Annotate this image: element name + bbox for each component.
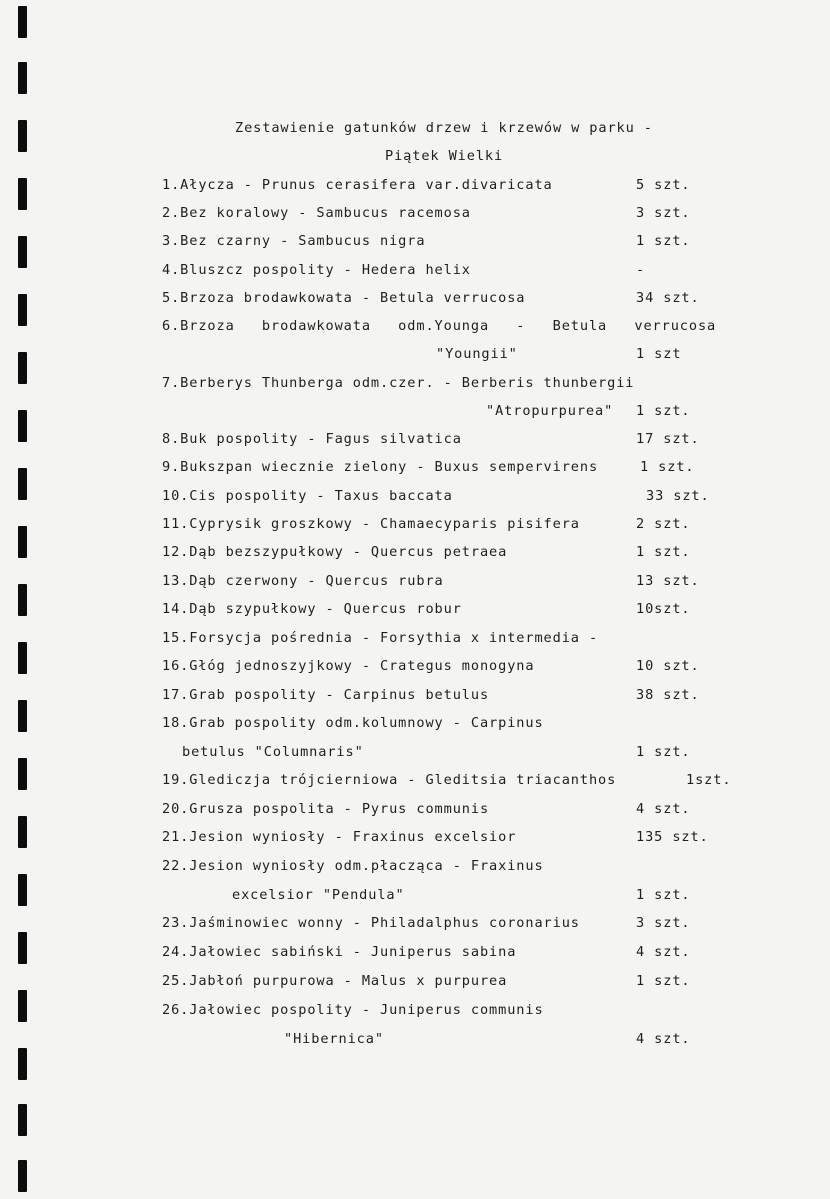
- species-text: 20.Grusza pospolita - Pyrus communis: [162, 801, 490, 817]
- species-text: betulus "Columnaris": [182, 744, 364, 760]
- species-text: 11.Cyprysik groszkowy - Chamaecyparis pisifera: [162, 516, 580, 532]
- binding-hole: [18, 932, 27, 964]
- species-text: "Hibernica": [284, 1031, 384, 1047]
- binding-hole: [18, 62, 27, 94]
- binding-hole: [18, 6, 27, 38]
- species-qty: 1 szt: [636, 346, 682, 362]
- species-text: 1.Ałycza - Prunus cerasifera var.divaricata: [162, 177, 553, 193]
- species-text: 16.Głóg jednoszyjkowy - Crategus monogyna: [162, 658, 535, 674]
- species-qty: 3 szt.: [636, 205, 691, 221]
- binding-hole: [18, 468, 27, 500]
- species-text: 2.Bez koralowy - Sambucus racemosa: [162, 205, 471, 221]
- species-qty: 4 szt.: [636, 944, 691, 960]
- binding-hole: [18, 642, 27, 674]
- species-qty: 1 szt.: [636, 744, 691, 760]
- species-text: 23.Jaśminowiec wonny - Philadalphus coronarius: [162, 915, 580, 931]
- species-text: 17.Grab pospolity - Carpinus betulus: [162, 687, 490, 703]
- species-qty: 1 szt.: [640, 459, 695, 475]
- species-text: excelsior "Pendula": [232, 887, 405, 903]
- species-qty: 4 szt.: [636, 801, 691, 817]
- species-text: 19.Glediczja trójcierniowa - Gleditsia triacanthos: [162, 772, 617, 788]
- species-qty: 1szt.: [686, 772, 732, 788]
- species-text: 5.Brzoza brodawkowata - Betula verrucosa: [162, 290, 526, 306]
- species-text: 18.Grab pospolity odm.kolumnowy - Carpinus: [162, 715, 544, 731]
- binding-hole: [18, 526, 27, 558]
- species-qty: 5 szt.: [636, 177, 691, 193]
- species-qty: 1 szt.: [636, 233, 691, 249]
- species-text: 12.Dąb bezszypułkowy - Quercus petraea: [162, 544, 508, 560]
- document-subtitle: Piątek Wielki: [385, 148, 504, 164]
- species-qty: -: [636, 262, 646, 278]
- species-qty: 3 szt.: [636, 915, 691, 931]
- species-text: 24.Jałowiec sabiński - Juniperus sabina: [162, 944, 517, 960]
- species-qty: 17 szt.: [636, 431, 700, 447]
- species-text: 3.Bez czarny - Sambucus nigra: [162, 233, 426, 249]
- binding-hole: [18, 120, 27, 152]
- species-qty: 13 szt.: [636, 573, 700, 589]
- species-qty: 1 szt.: [636, 973, 691, 989]
- binding-hole: [18, 178, 27, 210]
- binding-hole: [18, 294, 27, 326]
- species-text: 13.Dąb czerwony - Quercus rubra: [162, 573, 444, 589]
- species-text: 6.Brzoza brodawkowata odm.Younga - Betula verrucosa: [162, 318, 717, 334]
- binding-hole: [18, 584, 27, 616]
- binding-hole: [18, 236, 27, 268]
- species-text: 8.Buk pospolity - Fagus silvatica: [162, 431, 462, 447]
- species-text: "Atropurpurea": [486, 403, 614, 419]
- binding-hole: [18, 1104, 27, 1136]
- binding-hole: [18, 874, 27, 906]
- binding-hole: [18, 1048, 27, 1080]
- species-qty: 10 szt.: [636, 658, 700, 674]
- species-qty: 1 szt.: [636, 403, 691, 419]
- species-text: 26.Jałowiec pospolity - Juniperus communis: [162, 1002, 544, 1018]
- species-text: 22.Jesion wyniosły odm.płacząca - Fraxinus: [162, 858, 544, 874]
- binding-hole: [18, 352, 27, 384]
- species-qty: 10szt.: [636, 601, 691, 617]
- species-qty: 38 szt.: [636, 687, 700, 703]
- binding-hole: [18, 990, 27, 1022]
- species-text: 15.Forsycja pośrednia - Forsythia x intermedia -: [162, 630, 599, 646]
- species-text: 7.Berberys Thunberga odm.czer. - Berberis thunbergii: [162, 375, 635, 391]
- species-qty: 1 szt.: [636, 887, 691, 903]
- species-qty: 4 szt.: [636, 1031, 691, 1047]
- binding-hole: [18, 700, 27, 732]
- binding-hole: [18, 816, 27, 848]
- species-text: 4.Bluszcz pospolity - Hedera helix: [162, 262, 471, 278]
- binding-hole: [18, 1160, 27, 1192]
- document-title: Zestawienie gatunków drzew i krzewów w parku -: [235, 120, 653, 136]
- binding-hole: [18, 410, 27, 442]
- species-qty: 34 szt.: [636, 290, 700, 306]
- species-qty: 1 szt.: [636, 544, 691, 560]
- species-qty: 135 szt.: [636, 829, 709, 845]
- species-text: 21.Jesion wyniosły - Fraxinus excelsior: [162, 829, 517, 845]
- species-qty: 33 szt.: [646, 488, 710, 504]
- species-text: 9.Bukszpan wiecznie zielony - Buxus sempervirens: [162, 459, 599, 475]
- binding-hole: [18, 758, 27, 790]
- species-text: 10.Cis pospolity - Taxus baccata: [162, 488, 453, 504]
- species-text: "Youngii": [436, 346, 518, 362]
- species-qty: 2 szt.: [636, 516, 691, 532]
- species-text: 25.Jabłoń purpurowa - Malus x purpurea: [162, 973, 508, 989]
- species-text: 14.Dąb szypułkowy - Quercus robur: [162, 601, 462, 617]
